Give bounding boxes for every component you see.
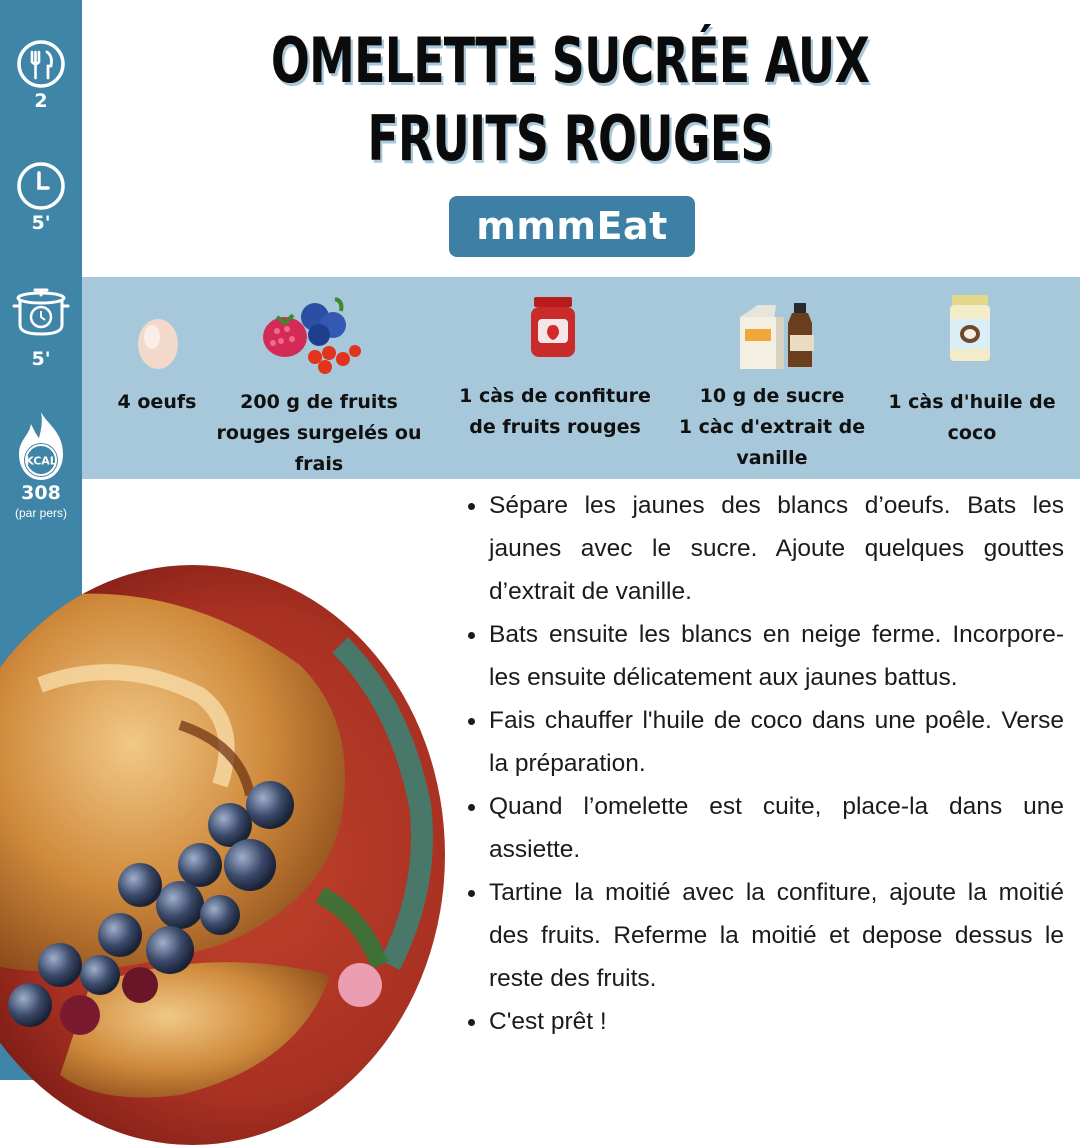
jam-jar-icon bbox=[528, 295, 578, 359]
clock-icon bbox=[15, 160, 67, 212]
ingredient-label: 1 càs d'huile de coco bbox=[888, 391, 1056, 444]
ingredient-label: 10 g de sucre 1 càc d'extrait de vanille bbox=[678, 385, 866, 469]
recipe-step: Bats ensuite les blancs en neige ferme. Incorpore-les ensuite délicatement aux jaunes battus. bbox=[466, 613, 1064, 699]
recipe-step: Fais chauffer l'huile de coco dans une poêle. Verse la préparation. bbox=[466, 699, 1064, 785]
kcal-badge-text: KCAL bbox=[25, 454, 57, 468]
brand-logo: mmmEat bbox=[449, 196, 695, 257]
omelette-photo bbox=[0, 565, 445, 1145]
prep-time-value: 5' bbox=[31, 212, 51, 234]
ingredient-sugar-vanilla bbox=[672, 277, 872, 479]
cook-time-value: 5' bbox=[31, 348, 51, 370]
ingredient-eggs bbox=[102, 277, 212, 479]
prep-time-stat bbox=[0, 160, 82, 234]
cook-time-stat bbox=[0, 284, 82, 370]
recipe-step: Sépare les jaunes des blancs d’oeufs. Bats les jaunes avec le sucre. Ajoute quelques gouttes d’extrait de vanille. bbox=[466, 484, 1064, 613]
recipe-steps bbox=[466, 484, 1064, 1043]
servings-value: 2 bbox=[34, 90, 48, 112]
ingredient-label: 200 g de fruits rouges surgelés ou frais bbox=[216, 391, 422, 475]
egg-icon bbox=[135, 313, 181, 371]
calories-stat bbox=[0, 410, 82, 520]
calories-unit: (par pers) bbox=[14, 506, 67, 520]
cooking-pot-icon bbox=[11, 284, 71, 340]
ingredient-label: 4 oeufs bbox=[117, 391, 197, 413]
calories-value: 308 bbox=[21, 482, 61, 504]
recipe-step: C'est prêt ! bbox=[466, 1000, 1064, 1043]
coconut-oil-jar-icon bbox=[948, 293, 992, 363]
ingredient-berries bbox=[214, 277, 424, 479]
ingredient-label: 1 càs de confiture de fruits rouges bbox=[459, 385, 651, 438]
fork-knife-icon bbox=[15, 38, 67, 90]
omelette-image bbox=[0, 565, 445, 1145]
sugar-vanilla-icon bbox=[736, 301, 820, 373]
recipe-step: Tartine la moitié avec la confiture, ajoute la moitié des fruits. Referme la moitié et depose dessus le reste des fruits. bbox=[466, 871, 1064, 1000]
servings-stat bbox=[0, 38, 82, 112]
berries-icon bbox=[259, 295, 369, 377]
recipe-step: Quand l’omelette est cuite, place-la dans une assiette. bbox=[466, 785, 1064, 871]
ingredients-band bbox=[82, 277, 1080, 479]
ingredient-jam bbox=[450, 277, 660, 479]
recipe-title: OMELETTE SUCRÉE AUX FRUITS ROUGES bbox=[270, 24, 870, 175]
ingredient-coconut-oil bbox=[882, 277, 1062, 479]
kcal-flame-icon bbox=[11, 410, 71, 482]
